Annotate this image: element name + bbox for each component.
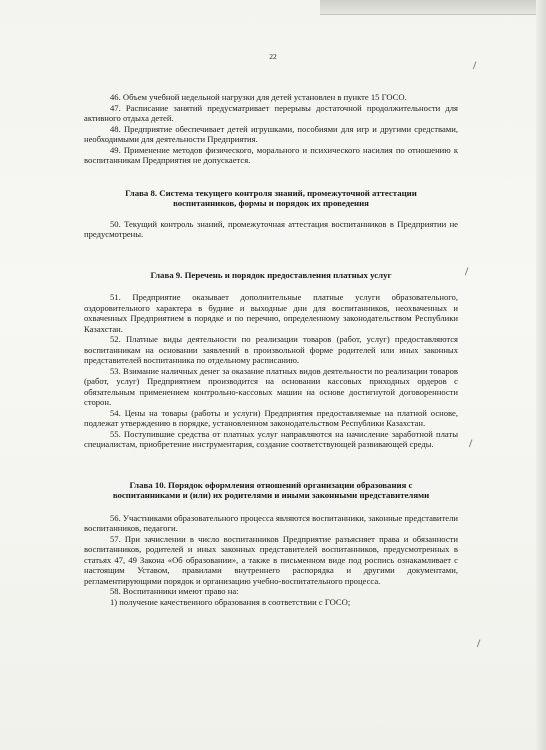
paragraph-57: 57. При зачислении в число воспитанников Предприятие разъясняет права и обязанности воспитанников, родителей и иных законных представителей воспитанников, предусмотренных в статьях 47, 49 Закона «Об образовании», а также в письменном виде под роспись ознакамливает с настоящим Уставом, правилами внутреннего распорядка и другими документами, регламентирующими порядок и организацию учебно-воспитательного процесса. xyxy=(84,533,458,586)
paragraph-58: 58. Воспитанники имеют право на: xyxy=(110,586,239,596)
chapter-8-heading-line-1: Глава 8. Система текущего контроля знаний, промежуточной аттестации xyxy=(125,187,417,198)
chapter-10-heading-line-1: Глава 10. Порядок оформления отношений организации образования с xyxy=(129,479,413,490)
paragraph-47: 47. Расписание занятий предусматривает перерывы достаточной продолжительности для активного отдыха детей. xyxy=(84,102,458,123)
chapter-8-heading-line-2: воспитанников, формы и порядок их проведения xyxy=(173,198,369,208)
chapter-9-heading: Глава 9. Перечень и порядок предоставления платных услуг xyxy=(150,269,392,280)
chapter-10-heading-line-2: воспитанниками и (или) их родителями и иными законными представителями xyxy=(112,490,430,500)
page-edge-right xyxy=(536,0,546,750)
paragraph-50: 50. Текущий контроль знаний, промежуточная аттестация воспитанников в Предприятии не предусмотрены. xyxy=(84,218,458,239)
margin-mark xyxy=(465,267,472,276)
chapter-10-heading xyxy=(84,480,458,501)
margin-mark xyxy=(477,639,484,648)
paragraph-48: 48. Предприятие обеспечивает детей игрушками, пособиями для игр и другими средствами, необходимыми для деятельности Предприятия. xyxy=(84,123,458,144)
list-item-58-1: 1) получение качественного образования в соответствии с ГОСО; xyxy=(110,596,351,607)
chapter-8-heading xyxy=(84,188,458,209)
document-body xyxy=(84,92,458,607)
page-edge-shadow xyxy=(320,0,546,15)
page-number: 22 xyxy=(269,52,277,61)
paragraph-55: 55. Поступившие средства от платных услуг направляются на начисление заработной платы специалистам, приобретение инструментария, создание соответствующей развивающей среды. xyxy=(84,428,458,449)
paragraph-46: 46. Объем учебной недельной нагрузки для детей установлен в пункте 15 ГОСО. xyxy=(110,92,407,102)
paragraph-53: 53. Взимание наличных денег за оказание платных видов деятельности по реализации товаров (работ, услуг) Предприятием производится на основании кассовых приходных ордеров с обязательным применением контрольно-кассовых машин на основе достигнутой договоренности сторон. xyxy=(84,365,458,407)
paragraph-56: 56. Участниками образовательного процесса являются воспитанники, законные представители воспитанников, педагоги. xyxy=(84,512,458,533)
paragraph-49: 49. Применение методов физического, морального и психического насилия по отношению к воспитанникам Предприятия не допускается. xyxy=(84,144,458,165)
margin-mark xyxy=(473,61,480,70)
paragraph-52: 52. Платные виды деятельности по реализации товаров (работ, услуг) предоставляются воспитанникам на основании заявлений в произвольной форме родителей или иных законных представителей воспитанника по отдельному расписанию. xyxy=(84,334,458,365)
paragraph-51: 51. Предприятие оказывает дополнительные платные услуги образовательного, оздоровительного характера в будние и выходные дни для воспитанников, неохваченных и охваченных Предприятием в порядке и по перечню, определенному законодательством Республики Казахстан. xyxy=(84,292,458,334)
paragraph-54: 54. Цены на товары (работы и услуги) Предприятия предоставляемые на платной основе, подлежат утверждению в порядке, установленном законодательством Республики Казахстан. xyxy=(84,407,458,428)
margin-mark xyxy=(469,439,476,448)
